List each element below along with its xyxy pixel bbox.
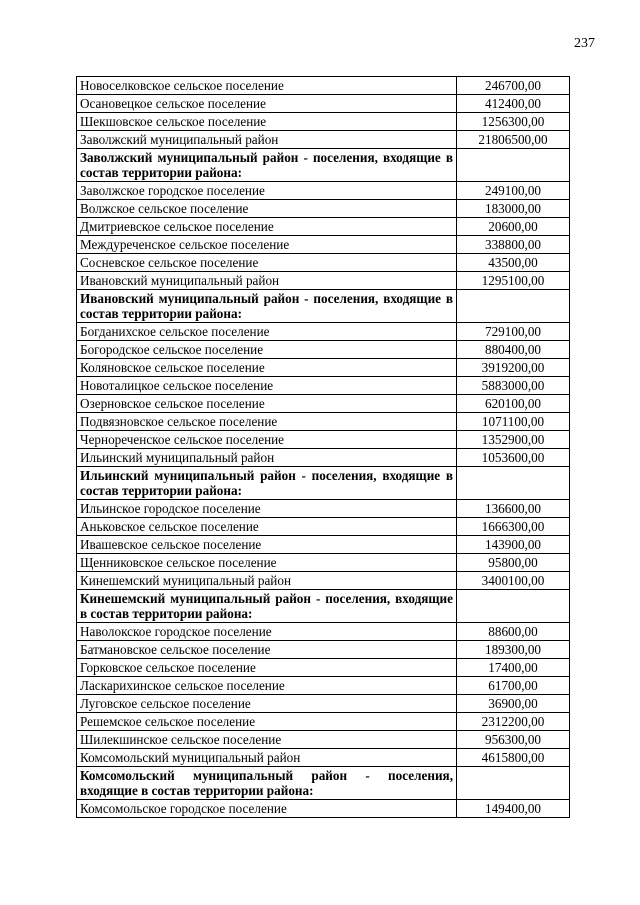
settlement-name-cell: Коляновское сельское поселение: [77, 359, 457, 377]
settlement-name-cell: Сосневское сельское поселение: [77, 254, 457, 272]
settlement-name-cell: Чернореченское сельское поселение: [77, 431, 457, 449]
page-number: 237: [574, 36, 595, 51]
amount-cell: 4615800,00: [457, 749, 570, 767]
district-header-row: [77, 290, 570, 323]
amount-cell: 17400,00: [457, 659, 570, 677]
budget-table: [76, 76, 570, 818]
settlement-name-cell: Кинешемский муниципальный район: [77, 572, 457, 590]
amount-cell: 246700,00: [457, 77, 570, 95]
settlement-name-cell: Наволокское городское поселение: [77, 623, 457, 641]
table-row: [77, 536, 570, 554]
amount-cell: [457, 149, 570, 182]
table-row: [77, 623, 570, 641]
amount-cell: 143900,00: [457, 536, 570, 554]
table-row: [77, 572, 570, 590]
table-row: [77, 377, 570, 395]
table-row: [77, 236, 570, 254]
settlement-name-cell: Луговское сельское поселение: [77, 695, 457, 713]
settlement-name-cell: Ивашевское сельское поселение: [77, 536, 457, 554]
district-header-row: [77, 467, 570, 500]
settlement-name-cell: Ивановский муниципальный район: [77, 272, 457, 290]
settlement-name-cell: Ласкарихинское сельское поселение: [77, 677, 457, 695]
amount-cell: 1352900,00: [457, 431, 570, 449]
amount-cell: 95800,00: [457, 554, 570, 572]
table-row: [77, 518, 570, 536]
amount-cell: 338800,00: [457, 236, 570, 254]
amount-cell: [457, 767, 570, 800]
table-row: [77, 713, 570, 731]
amount-cell: 183000,00: [457, 200, 570, 218]
settlement-name-cell: Комсомольское городское поселение: [77, 800, 457, 818]
amount-cell: 249100,00: [457, 182, 570, 200]
amount-cell: 20600,00: [457, 218, 570, 236]
table-body: [77, 77, 570, 818]
amount-cell: 61700,00: [457, 677, 570, 695]
amount-cell: 149400,00: [457, 800, 570, 818]
table-row: [77, 677, 570, 695]
table-row: [77, 695, 570, 713]
settlement-name-cell: Озерновское сельское поселение: [77, 395, 457, 413]
table-row: [77, 77, 570, 95]
settlement-name-cell: Горковское сельское поселение: [77, 659, 457, 677]
amount-cell: 1071100,00: [457, 413, 570, 431]
table-row: [77, 500, 570, 518]
amount-cell: 2312200,00: [457, 713, 570, 731]
settlement-name-cell: Осановецкое сельское поселение: [77, 95, 457, 113]
amount-cell: 729100,00: [457, 323, 570, 341]
table-row: [77, 449, 570, 467]
table-row: [77, 254, 570, 272]
table-row: [77, 95, 570, 113]
settlement-name-cell: Дмитриевское сельское поселение: [77, 218, 457, 236]
amount-cell: 3919200,00: [457, 359, 570, 377]
settlement-name-cell: Заволжский муниципальный район: [77, 131, 457, 149]
table-row: [77, 413, 570, 431]
district-header-row: [77, 590, 570, 623]
settlement-name-cell: Заволжский муниципальный район - поселения, входящие в состав территории района:: [77, 149, 457, 182]
table-row: [77, 200, 570, 218]
table-row: [77, 800, 570, 818]
table-row: [77, 731, 570, 749]
amount-cell: 3400100,00: [457, 572, 570, 590]
table-row: [77, 323, 570, 341]
amount-cell: 1053600,00: [457, 449, 570, 467]
settlement-name-cell: Подвязновское сельское поселение: [77, 413, 457, 431]
table-row: [77, 641, 570, 659]
settlement-name-cell: Междуреченское сельское поселение: [77, 236, 457, 254]
settlement-name-cell: Аньковское сельское поселение: [77, 518, 457, 536]
table-row: [77, 182, 570, 200]
settlement-name-cell: Комсомольский муниципальный район: [77, 749, 457, 767]
amount-cell: 21806500,00: [457, 131, 570, 149]
table-row: [77, 218, 570, 236]
amount-cell: [457, 290, 570, 323]
district-header-row: [77, 767, 570, 800]
table-row: [77, 113, 570, 131]
settlement-name-cell: Батмановское сельское поселение: [77, 641, 457, 659]
amount-cell: 36900,00: [457, 695, 570, 713]
settlement-name-cell: Новоталицкое сельское поселение: [77, 377, 457, 395]
settlement-name-cell: Кинешемский муниципальный район - поселения, входящие в состав территории района:: [77, 590, 457, 623]
table-row: [77, 272, 570, 290]
amount-cell: 412400,00: [457, 95, 570, 113]
settlement-name-cell: Ивановский муниципальный район - поселения, входящие в состав территории района:: [77, 290, 457, 323]
amount-cell: 1666300,00: [457, 518, 570, 536]
amount-cell: 1295100,00: [457, 272, 570, 290]
settlement-name-cell: Решемское сельское поселение: [77, 713, 457, 731]
settlement-name-cell: Комсомольский муниципальный район - поселения, входящие в состав территории района:: [77, 767, 457, 800]
settlement-name-cell: Шилекшинское сельское поселение: [77, 731, 457, 749]
amount-cell: 43500,00: [457, 254, 570, 272]
amount-cell: 5883000,00: [457, 377, 570, 395]
amount-cell: 136600,00: [457, 500, 570, 518]
amount-cell: 88600,00: [457, 623, 570, 641]
amount-cell: [457, 590, 570, 623]
amount-cell: 880400,00: [457, 341, 570, 359]
district-header-row: [77, 149, 570, 182]
settlement-name-cell: Щенниковское сельское поселение: [77, 554, 457, 572]
amount-cell: 1256300,00: [457, 113, 570, 131]
amount-cell: 620100,00: [457, 395, 570, 413]
table-row: [77, 395, 570, 413]
settlement-name-cell: Ильинский муниципальный район: [77, 449, 457, 467]
table-row: [77, 131, 570, 149]
settlement-name-cell: Богородское сельское поселение: [77, 341, 457, 359]
table-row: [77, 749, 570, 767]
settlement-name-cell: Ильинский муниципальный район - поселения, входящие в состав территории района:: [77, 467, 457, 500]
settlement-name-cell: Шекшовское сельское поселение: [77, 113, 457, 131]
settlement-name-cell: Ильинское городское поселение: [77, 500, 457, 518]
amount-cell: 189300,00: [457, 641, 570, 659]
table-row: [77, 659, 570, 677]
settlement-name-cell: Волжское сельское поселение: [77, 200, 457, 218]
settlement-name-cell: Богданихское сельское поселение: [77, 323, 457, 341]
table-row: [77, 554, 570, 572]
table-row: [77, 431, 570, 449]
settlement-name-cell: Новоселковское сельское поселение: [77, 77, 457, 95]
settlement-name-cell: Заволжское городское поселение: [77, 182, 457, 200]
amount-cell: 956300,00: [457, 731, 570, 749]
amount-cell: [457, 467, 570, 500]
table-row: [77, 359, 570, 377]
table-row: [77, 341, 570, 359]
